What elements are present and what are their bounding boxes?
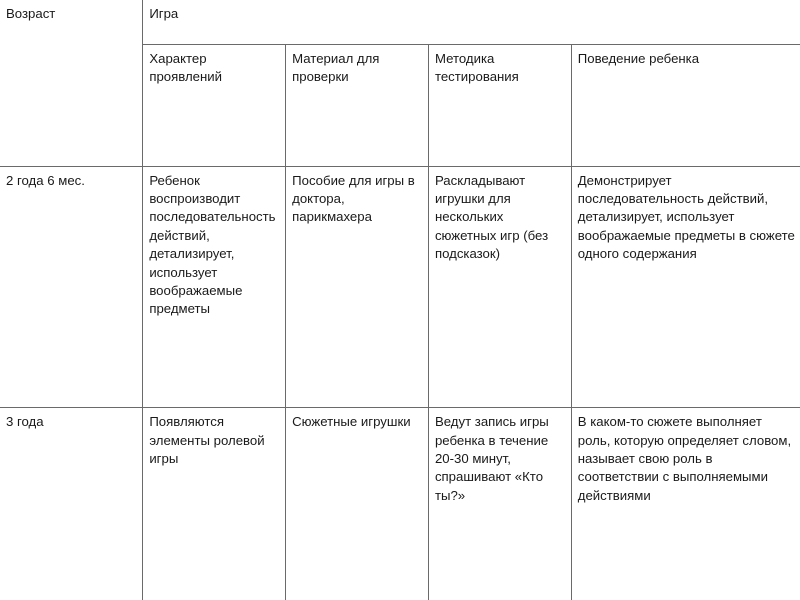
behavior-cell: В каком-то сюжете выполняет роль, которую определяет словом, называет свою роль в соответствии с выполняемыми действиями (571, 408, 800, 600)
table-row (0, 166, 800, 408)
behavior-cell: Демонстрирует последовательность действий, детализирует, использует воображаемые предметы в сюжете одного содержания (571, 166, 800, 408)
subheader-manifestation: Характер проявлений (143, 44, 286, 166)
material-cell: Пособие для игры в доктора, парикмахера (286, 166, 429, 408)
material-cell: Сюжетные игрушки (286, 408, 429, 600)
manifestation-cell: Появляются элементы ролевой игры (143, 408, 286, 600)
age-cell: 3 года (0, 408, 143, 600)
subheader-material: Материал для проверки (286, 44, 429, 166)
subheader-behavior: Поведение ребенка (571, 44, 800, 166)
subheader-method: Методика тестирования (428, 44, 571, 166)
manifestation-cell: Ребенок воспроизводит последовательность действий, детализирует, использует воображаемые предметы (143, 166, 286, 408)
age-cell: 2 года 6 мес. (0, 166, 143, 408)
header-game-cell: Игра (143, 0, 800, 44)
header-row (0, 0, 800, 44)
method-cell: Ведут запись игры ребенка в течение 20-30 минут, спрашивают «Кто ты?» (428, 408, 571, 600)
method-cell: Раскладывают игрушки для нескольких сюжетных игр (без подсказок) (428, 166, 571, 408)
header-age-cell: Возраст (0, 0, 143, 166)
table-row (0, 408, 800, 600)
